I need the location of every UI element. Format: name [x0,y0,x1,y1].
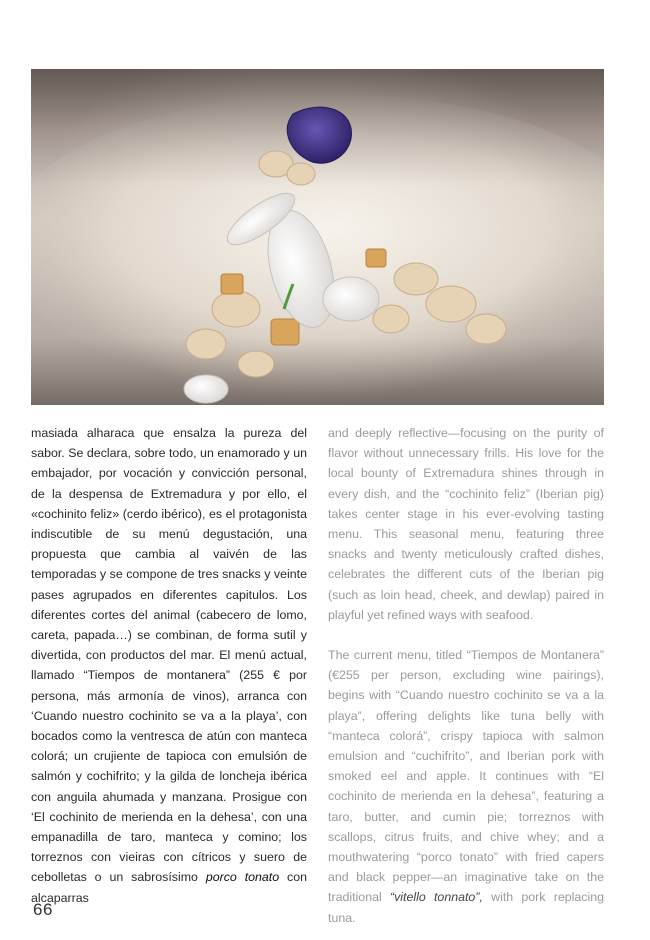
spanish-paragraph [31,423,307,908]
english-text-column [328,423,604,928]
english-text-a: The current menu, titled “Tiempos de Montanera” (€255 per person, excluding wine pairings), begins with “Cuando nuestro cochinito se va a la playa”, offering delights like tuna belly with “manteca colorá”, crispy tapioca with salmon emulsion and “cuchifrito”, and Iberian pork with smoked eel and apple. It continues with “El cochinito de merienda en la dehesa”, featuring a taro, butter, and cumin pie; torreznos with scallops, citrus fruits, and chive whey; and a mouthwatering “porco tonato” with fried capers and black pepper—an imaginative take on the traditional [328,648,604,905]
spanish-text-column [31,423,307,908]
english-paragraph-2 [328,645,604,928]
spanish-emphasis: porco tonato [205,870,280,885]
spanish-text-b: con alcaparras [31,870,308,905]
spanish-text-a: masiada alharaca que ensalza la pureza del sabor. Se declara, sobre todo, un enamorado y un embajador, por vocación y convicción personal, de la despensa de Extremadura y por ello, el «cochinito feliz» (cerdo ibérico), es el protagonista indiscutible de su menú degustación, una propuesta que cambia al vaivén de las temporadas y se compone de tres snacks y veinte pases agrupados en diferentes capitulos. Los diferentes cortes del animal (cabecero de lomo, careta, papada…) se combinan, de forma sutil y divertida, con productos del mar. El menú actual, llamado “Tiempos de montanera” (255 € por persona, más armonía de vinos), arranca con ‘Cuando nuestro cochinito se va a la playa’, con bocados como la ventresca de atún con manteca colorá; un crujiente de tapioca con emulsión de salmón y cochifrito; y la gilda de loncheja ibérica con anguila ahumada y manzana. Prosigue con ‘El cochinito de merienda en la dehesa’, con una empanadilla de taro, manteca y comino; los torreznos con vieiras con cítricos y suero de cebolletas o un sabrosísimo [31,426,307,885]
page-number: 66 [33,900,53,919]
english-emphasis: “vitello tonnato”, [389,890,483,905]
dish-illustration [31,69,604,405]
english-text-b: with pork replacing tuna. [328,890,604,925]
dish-photo [31,69,604,405]
english-paragraph-1: and deeply reflective—focusing on the purity of flavor without unnecessary frills. His love for the local bounty of Extremadura shines through in every dish, and the “cochinito feliz” (Iberian pig) takes center stage in his ever-evolving tasting menu. This seasonal menu, featuring three snacks and twenty meticulously crafted dishes, celebrates the different cuts of the Iberian pig (such as loin head, cheek, and dewlap) paired in playful yet refined ways with seafood. [328,426,604,622]
